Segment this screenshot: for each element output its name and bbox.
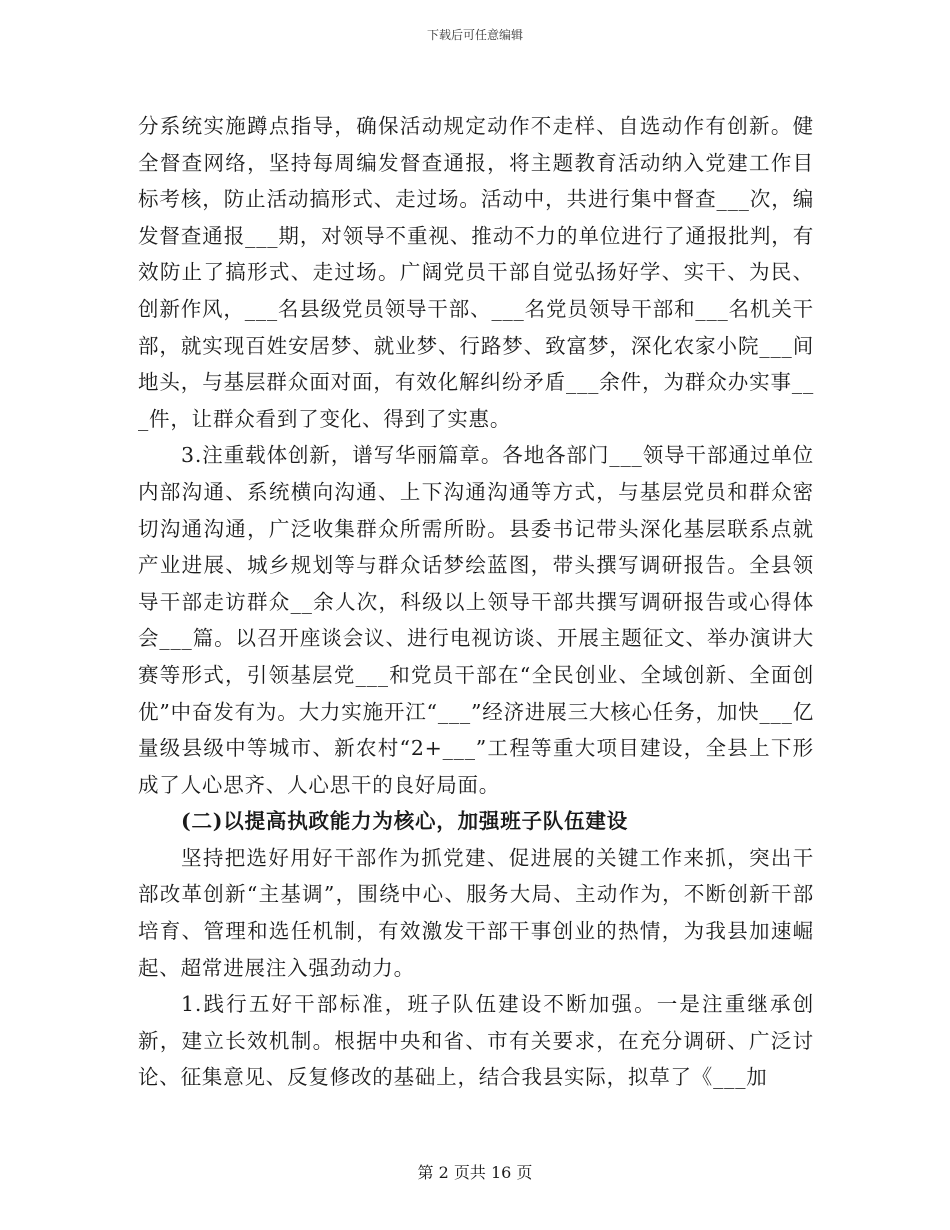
page-number: 第 2 页共 16 页 xyxy=(417,1163,533,1182)
document-body xyxy=(138,108,814,1096)
section-heading: (二)以提高执政能力为核心，加强班子队伍建设 xyxy=(181,809,628,834)
paragraph-five-good-cadres: 1.践行五好干部标准，班子队伍建设不断加强。一是注重继承创新，建立长效机制。根据中央和省、市有关要求，在充分调研、广泛讨论、征集意见、反复修改的基础上，结合我县实际，拟草了《___加 xyxy=(138,992,814,1090)
paragraph-continuation: 分系统实施蹲点指导，确保活动规定动作不走样、自选动作有创新。健全督查网络，坚持每周编发督查通报，将主题教育活动纳入党建工作目标考核，防止活动搞形式、走过场。活动中，共进行集中督查___次，编发督查通报___期，对领导不重视、推动不力的单位进行了通报批判，有效防止了搞形式、走过场。广阔党员干部自觉弘扬好学、实干、为民、创新作风，___名县级党员领导干部、___名党员领导干部和___名机关干部，就实现百姓安居梦、就业梦、行路梦、致富梦，深化农家小院___间地头，与基层群众面对面，有效化解纠纷矛盾___余件，为群众办实事___件，让群众看到了变化、得到了实惠。 xyxy=(138,114,814,431)
page-header: 下载后可任意编辑 xyxy=(426,28,523,42)
paragraph-carrier-innovation: 3.注重载体创新，谱写华丽篇章。各地各部门___领导干部通过单位内部沟通、系统横向沟通、上下沟通沟通等方式，与基层党员和群众密切沟通沟通，广泛收集群众所需所盼。县委书记带头深化基层联系点就产业进展、城乡规划等与群众话梦绘蓝图，带头撰写调研报告。全县领导干部走访群众__余人次，科级以上领导干部共撰写调研报告或心得体会___篇。以召开座谈会议、进行电视访谈、开展主题征文、举办演讲大赛等形式，引领基层党___和党员干部在“全民创业、全域创新、全面创优”中奋发有为。大力实施开江“___”经济进展三大核心任务，加快___亿量级县级中等城市、新农村“2+___”工程等重大项目建设，全县上下形成了人心思齐、人心思干的良好局面。 xyxy=(138,443,814,797)
paragraph-cadre-selection: 坚持把选好用好干部作为抓党建、促进展的关键工作来抓，突出干部改革创新“主基调”，围绕中心、服务大局、主动作为，不断创新干部培育、管理和选任机制，有效激发干部干事创业的热情，为我县加速崛起、超常进展注入强劲动力。 xyxy=(138,845,814,980)
